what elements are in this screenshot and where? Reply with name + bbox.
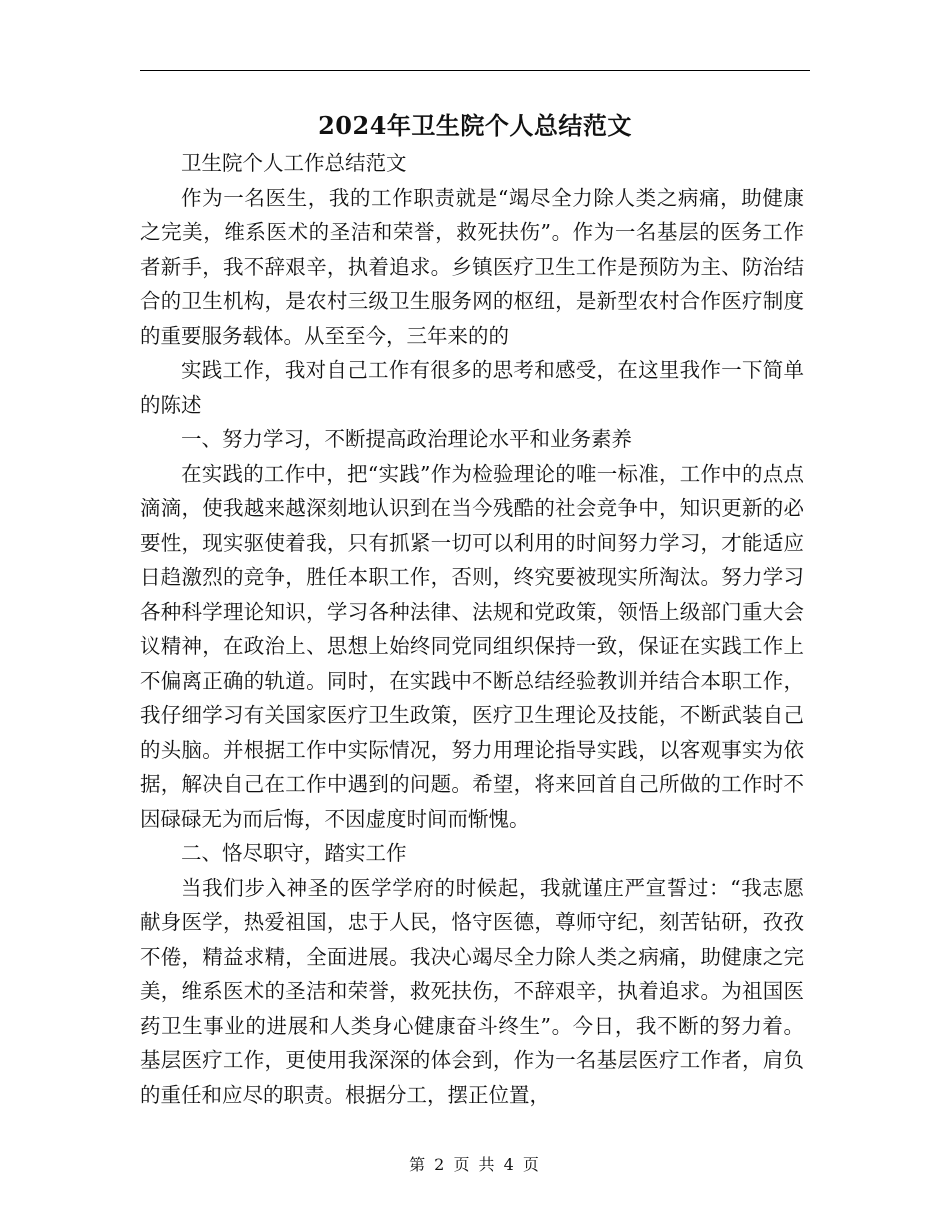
page-number-footer: 第 2 页 共 4 页 [409, 1155, 541, 1174]
header-rule [140, 70, 810, 71]
paragraph-intro: 作为一名医生，我的工作职责就是“竭尽全力除人类之病痛，助健康之完美，维系医术的圣洁和荣誉，救死扶伤”。作为一名基层的医务工作者新手，我不辞艰辛，执着追求。乡镇医疗卫生工作是预防为主、防治结合的卫生机构，是农村三级卫生服务网的枢纽，是新型农村合作医疗制度的重要服务载体。从至至今，三年来的的 [140, 185, 804, 348]
section-heading-2: 二、恪尽职守，踏实工作 [181, 841, 407, 865]
document-title: 2024年卫生院个人总结范文 [318, 111, 632, 140]
document-body [140, 146, 804, 1112]
paragraph-practice: 实践工作，我对自己工作有很多的思考和感受，在这里我作一下简单的陈述 [140, 358, 804, 417]
section-heading-1: 一、努力学习，不断提高政治理论水平和业务素养 [181, 427, 632, 451]
paragraph-section-1: 在实践的工作中，把“实践”作为检验理论的唯一标准，工作中的点点滴滴，使我越来越深刻地认识到在当今残酷的社会竞争中，知识更新的必要性，现实驱使着我，只有抓紧一切可以利用的时间努力学习，才能适应日趋激烈的竞争，胜任本职工作，否则，终究要被现实所淘汰。努力学习各种科学理论知识，学习各种法律、法规和党政策，领悟上级部门重大会议精神，在政治上、思想上始终同党同组织保持一致，保证在实践工作上不偏离正确的轨道。同时，在实践中不断总结经验教训并结合本职工作，我仔细学习有关国家医疗卫生政策，医疗卫生理论及技能，不断武装自己的头脑。并根据工作中实际情况，努力用理论指导实践，以客观事实为依据，解决自己在工作中遇到的问题。希望，将来回首自己所做的工作时不因碌碌无为而后悔，不因虚度时间而惭愧。 [140, 461, 804, 831]
paragraph-subtitle: 卫生院个人工作总结范文 [181, 151, 407, 175]
paragraph-section-2: 当我们步入神圣的医学学府的时候起，我就谨庄严宣誓过：“我志愿献身医学，热爱祖国，忠于人民，恪守医德，尊师守纪，刻苦钻研，孜孜不倦，精益求精，全面进展。我决心竭尽全力除人类之病痛，助健康之完美，维系医术的圣洁和荣誉，救死扶伤，不辞艰辛，执着追求。为祖国医药卫生事业的进展和人类身心健康奋斗终生”。今日，我不断的努力着。基层医疗工作，更使用我深深的体会到，作为一名基层医疗工作者，肩负的重任和应尽的职责。根据分工，摆正位置， [140, 875, 804, 1107]
